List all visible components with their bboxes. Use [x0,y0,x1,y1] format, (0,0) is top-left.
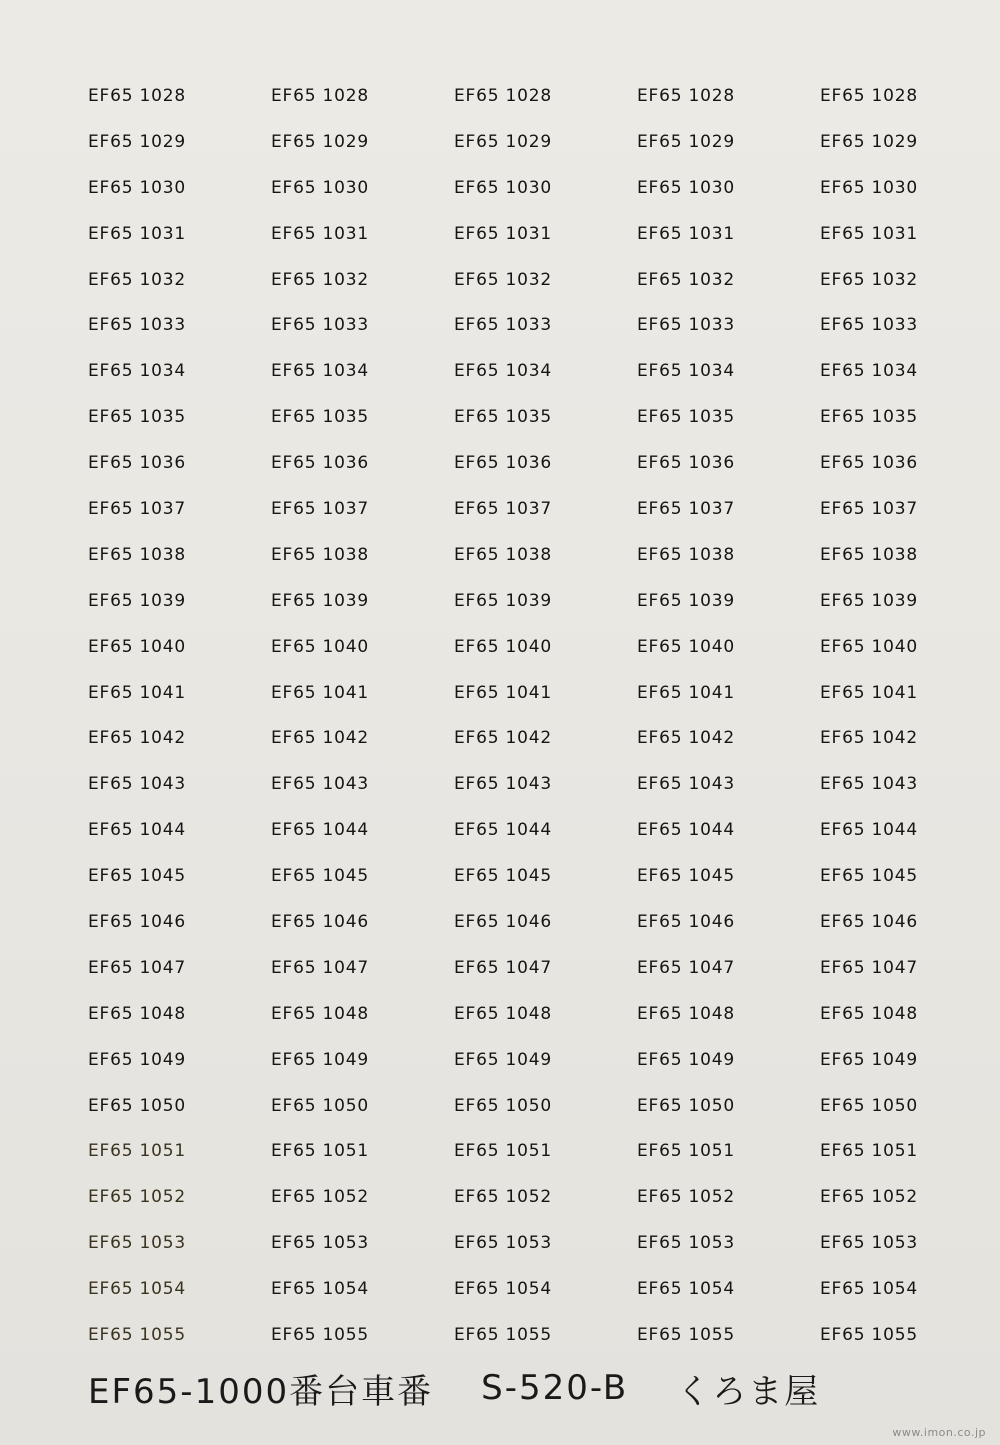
decal-number: EF65 1046 [271,912,370,933]
decal-number: EF65 1050 [88,1095,187,1116]
decal-number: EF65 1051 [820,1141,919,1162]
decal-number: EF65 1040 [820,636,919,657]
decal-number: EF65 1054 [271,1279,370,1300]
maker-name: くろま屋 [676,1371,821,1412]
number-grid [88,80,968,1365]
decal-number: EF65 1043 [454,774,553,795]
decal-number: EF65 1043 [271,774,370,795]
decal-number: EF65 1040 [271,636,370,657]
decal-number: EF65 1042 [820,728,919,749]
decal-number: EF65 1042 [88,728,187,749]
decal-number: EF65 1050 [454,1095,553,1116]
decal-number: EF65 1034 [454,361,553,382]
decal-number: EF65 1053 [271,1233,370,1254]
decal-number: EF65 1028 [820,86,919,106]
decal-number: EF65 1054 [454,1279,553,1300]
decal-number: EF65 1032 [88,269,187,290]
decal-number: EF65 1030 [271,177,370,198]
decal-number: EF65 1033 [637,315,736,336]
decal-number: EF65 1034 [271,361,370,382]
decal-number: EF65 1042 [454,728,553,749]
decal-number: EF65 1031 [820,223,919,244]
decal-number: EF65 1037 [454,499,553,520]
decal-number: EF65 1053 [820,1233,919,1254]
decal-number: EF65 1050 [271,1095,370,1116]
decal-number: EF65 1036 [820,453,919,474]
decal-number: EF65 1044 [454,820,553,841]
decal-number: EF65 1046 [820,912,919,933]
decal-number: EF65 1045 [820,866,919,887]
decal-number: EF65 1055 [454,1325,553,1346]
decal-number: EF65 1047 [637,957,736,978]
decal-number: EF65 1039 [637,590,736,611]
decal-number: EF65 1032 [820,269,919,290]
decal-number: EF65 1030 [637,177,736,198]
decal-number: EF65 1038 [271,544,370,565]
decal-number: EF65 1044 [271,820,370,841]
decal-number: EF65 1034 [820,361,919,382]
decal-number: EF65 1055 [88,1325,187,1346]
decal-number: EF65 1051 [454,1141,553,1162]
decal-number: EF65 1052 [454,1187,553,1208]
decal-number: EF65 1029 [820,131,919,152]
decal-number: EF65 1049 [88,1049,187,1070]
decal-number: EF65 1050 [637,1095,736,1116]
decal-number: EF65 1041 [820,682,919,703]
decal-number: EF65 1033 [88,315,187,336]
decal-number: EF65 1053 [637,1233,736,1254]
decal-number: EF65 1036 [454,453,553,474]
decal-number: EF65 1052 [88,1187,187,1208]
decal-number: EF65 1038 [637,544,736,565]
decal-number: EF65 1055 [820,1325,919,1346]
decal-number: EF65 1043 [637,774,736,795]
decal-number: EF65 1037 [271,499,370,520]
decal-number: EF65 1038 [820,544,919,565]
decal-number: EF65 1035 [637,407,736,428]
decal-number: EF65 1051 [88,1141,187,1162]
decal-number: EF65 1030 [820,177,919,198]
decal-number: EF65 1046 [637,912,736,933]
decal-number: EF65 1036 [271,453,370,474]
decal-number: EF65 1048 [271,1003,370,1024]
decal-number: EF65 1035 [271,407,370,428]
decal-number: EF65 1047 [820,957,919,978]
decal-number: EF65 1034 [88,361,187,382]
decal-number: EF65 1043 [820,774,919,795]
decal-number: EF65 1039 [88,590,187,611]
decal-number: EF65 1045 [271,866,370,887]
decal-number: EF65 1041 [88,682,187,703]
decal-number: EF65 1044 [637,820,736,841]
decal-number: EF65 1034 [637,361,736,382]
decal-number: EF65 1051 [271,1141,370,1162]
decal-number: EF65 1049 [637,1049,736,1070]
decal-number: EF65 1029 [88,131,187,152]
decal-number: EF65 1036 [88,453,187,474]
decal-number: EF65 1035 [820,407,919,428]
decal-number: EF65 1045 [88,866,187,887]
decal-number: EF65 1055 [271,1325,370,1346]
decal-number: EF65 1029 [454,131,553,152]
decal-number: EF65 1051 [637,1141,736,1162]
decal-number: EF65 1044 [820,820,919,841]
decal-number: EF65 1045 [454,866,553,887]
decal-number: EF65 1049 [820,1049,919,1070]
decal-number: EF65 1040 [88,636,187,657]
decal-number: EF65 1031 [271,223,370,244]
decal-number: EF65 1031 [637,223,736,244]
decal-number: EF65 1047 [454,957,553,978]
product-code: S-520-B [481,1368,629,1408]
decal-number: EF65 1035 [88,407,187,428]
decal-number: EF65 1035 [454,407,553,428]
decal-number: EF65 1048 [820,1003,919,1024]
decal-number: EF65 1048 [637,1003,736,1024]
decal-number: EF65 1029 [271,131,370,152]
decal-number: EF65 1028 [88,86,187,106]
decal-number: EF65 1037 [820,499,919,520]
decal-number: EF65 1052 [820,1187,919,1208]
decal-number: EF65 1039 [454,590,553,611]
decal-number: EF65 1033 [454,315,553,336]
decal-number: EF65 1032 [271,269,370,290]
decal-number: EF65 1028 [271,86,370,106]
decal-number: EF65 1052 [637,1187,736,1208]
decal-number: EF65 1054 [820,1279,919,1300]
decal-number: EF65 1028 [454,86,553,106]
decal-number: EF65 1045 [637,866,736,887]
decal-number: EF65 1046 [454,912,553,933]
decal-number: EF65 1055 [637,1325,736,1346]
decal-number: EF65 1048 [88,1003,187,1024]
decal-number: EF65 1039 [820,590,919,611]
decal-number: EF65 1031 [454,223,553,244]
decal-number: EF65 1041 [637,682,736,703]
decal-number: EF65 1032 [637,269,736,290]
decal-number: EF65 1049 [454,1049,553,1070]
decal-number: EF65 1036 [637,453,736,474]
decal-number: EF65 1037 [637,499,736,520]
decal-number: EF65 1041 [271,682,370,703]
decal-number: EF65 1038 [88,544,187,565]
decal-number: EF65 1049 [271,1049,370,1070]
decal-number: EF65 1047 [271,957,370,978]
decal-number: EF65 1046 [88,912,187,933]
decal-number: EF65 1040 [454,636,553,657]
decal-number: EF65 1030 [454,177,553,198]
decal-number: EF65 1053 [88,1233,187,1254]
decal-number: EF65 1044 [88,820,187,841]
decal-number: EF65 1028 [637,86,736,106]
decal-number: EF65 1052 [271,1187,370,1208]
decal-number: EF65 1030 [88,177,187,198]
decal-number: EF65 1041 [454,682,553,703]
watermark: www.imon.co.jp [892,1426,986,1439]
decal-number: EF65 1042 [637,728,736,749]
decal-number: EF65 1040 [637,636,736,657]
decal-number: EF65 1043 [88,774,187,795]
decal-number: EF65 1054 [637,1279,736,1300]
decal-number: EF65 1039 [271,590,370,611]
decal-number: EF65 1033 [271,315,370,336]
sheet-footer [88,1362,948,1414]
decal-number: EF65 1050 [820,1095,919,1116]
decal-number: EF65 1029 [637,131,736,152]
decal-number: EF65 1053 [454,1233,553,1254]
decal-number: EF65 1037 [88,499,187,520]
decal-number: EF65 1048 [454,1003,553,1024]
decal-number: EF65 1031 [88,223,187,244]
decal-number: EF65 1054 [88,1279,187,1300]
decal-number: EF65 1042 [271,728,370,749]
decal-number: EF65 1047 [88,957,187,978]
decal-number: EF65 1033 [820,315,919,336]
decal-number: EF65 1032 [454,269,553,290]
decal-number: EF65 1038 [454,544,553,565]
sheet-title: EF65-1000番台車番 [88,1371,434,1412]
